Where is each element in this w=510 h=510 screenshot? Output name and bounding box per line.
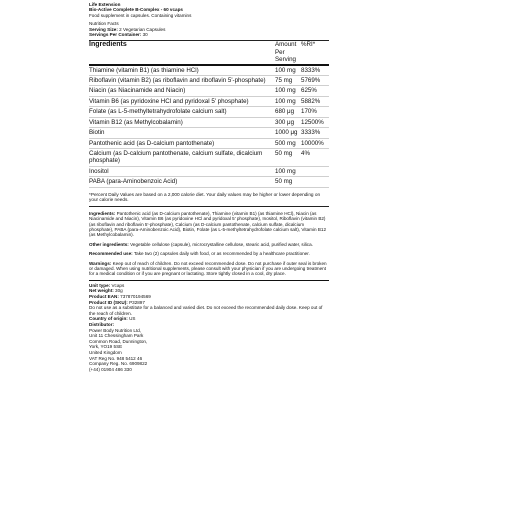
ingredient-name: Thiamine (vitamin B1) (as thiamine HCl) — [89, 65, 275, 76]
servings-label: Servings Per Container: — [89, 32, 142, 38]
disclaimer: Do not use as a substitute for a balanced and varied diet. Do not exceed the recommended daily dose. Keep out of the reach of children. — [89, 305, 323, 316]
warnings-label: Warnings: — [89, 260, 112, 266]
distributor-line: Power Body Nutrition Ltd, — [89, 327, 142, 333]
ingredient-ri: 4% — [301, 148, 329, 166]
supplement-label — [86, 0, 332, 510]
table-header-row — [89, 41, 329, 64]
table-row — [89, 128, 329, 138]
table-row — [89, 96, 329, 106]
ingredient-amount: 680 μg — [275, 107, 301, 117]
ingredient-name: Folate (as L-5-methyltetrahydrofolate calcium salt) — [89, 107, 275, 117]
unit-type-label: Unit type: — [89, 282, 111, 288]
ingredient-amount: 500 mg — [275, 138, 301, 148]
brand-name: Life Extension — [89, 2, 121, 7]
ingredient-name: Niacin (as Niacinamide and Niacin) — [89, 86, 275, 96]
footnote-divider — [89, 206, 329, 207]
ean-label: Product EAN: — [89, 293, 119, 299]
facts-title: Nutrition Facts — [89, 21, 119, 27]
ingredients-text: Pantothenic acid (as D-calcium pantothenate), Thiamine (vitamin B1) (as thiamine HCl), Niacin (as Niacinamide and Niacin), Vitamin B6 (as pyridoxine HCl and pyridoxal 5' phosphate), Inositol, Riboflavin (vitamin B2) (as riboflavin and riboflavin 5'-phosphate), Calcium (as D-calcium pantothenate, calcium sulfate, dicalcium phosphate), PABA (para-Aminobenzoic Acid), Biotin, Folate (as L-5-methyltetrahydrofolate calcium salt), Vitamin B12 (as Methylcobalamin). — [89, 210, 327, 238]
serving-size-value: 2 Vegetarian Capsules — [119, 26, 166, 32]
ingredients-section — [89, 211, 329, 238]
distributor-line: (+44) 01904 486 330 — [89, 366, 132, 372]
unit-type-value: Vcaps — [111, 282, 125, 288]
ingredient-ri: 10000% — [301, 138, 329, 148]
ingredient-ri: 5769% — [301, 76, 329, 86]
ingredient-amount: 100 mg — [275, 86, 301, 96]
ingredient-ri: 8333% — [301, 65, 329, 76]
ingredient-amount: 100 mg — [275, 65, 301, 76]
ingredient-ri — [301, 177, 329, 187]
serving-size-label: Serving Size: — [89, 26, 118, 32]
ingredient-amount: 100 mg — [275, 166, 301, 176]
daily-value-footnote: *Percent Daily Values are based on a 2,000 calorie diet. Your daily values may be higher or lower depending on your calorie needs. — [89, 191, 321, 203]
distributor-label: Distributor: — [89, 321, 115, 327]
distributor-line: United Kingdom — [89, 349, 122, 355]
other-ingredients-text: Vegetable cellulose (capsule), microcrystalline cellulose, stearic acid, purified water, silica. — [130, 241, 313, 247]
table-row — [89, 177, 329, 187]
ingredient-amount: 1000 μg — [275, 128, 301, 138]
ingredient-ri: 12500% — [301, 117, 329, 127]
ingredient-ri: 5882% — [301, 96, 329, 106]
ingredient-name: Vitamin B12 (as Methylcobalamin) — [89, 117, 275, 127]
table-row — [89, 166, 329, 176]
product-name: Bio-Active Complete B-Complex - 60 vcaps — [89, 7, 183, 13]
nutrition-table — [89, 41, 329, 187]
table-row — [89, 117, 329, 127]
table-row — [89, 138, 329, 148]
distributor-line: Common Road, Dunnington, — [89, 338, 148, 344]
origin-value: US — [129, 316, 136, 322]
details-divider — [89, 280, 329, 281]
col-ri: %RI* — [301, 41, 329, 64]
ingredients-label: Ingredients: — [89, 210, 116, 216]
net-weight-value: 30g — [115, 288, 123, 294]
col-ingredients: Ingredients — [89, 41, 275, 64]
table-row — [89, 107, 329, 117]
servings-value: 30 — [142, 32, 148, 38]
table-row — [89, 76, 329, 86]
col-amount: Amount Per Serving — [275, 41, 301, 64]
warnings-text: Keep out of reach of children. Do not exceed recommended dose. Do not purchase if outer seal is broken or damaged. When using nutritional supplements, please consult with your physician if you are undergoing treatment for a medical condition or if you are pregnant or lactating. Store tightly closed in a cool, dry place. — [89, 260, 327, 277]
sku-label: Product ID (SKU): — [89, 299, 128, 305]
ingredient-name: Biotin — [89, 128, 275, 138]
distributor-line: Company Reg. No. 6909822 — [89, 361, 148, 367]
origin-label: Country of origin: — [89, 316, 128, 322]
ingredient-amount: 50 mg — [275, 177, 301, 187]
ingredient-name: Calcium (as D-calcium pantothenate, calcium sulfate, dicalcium phosphate) — [89, 148, 275, 166]
ingredient-name: Inositol — [89, 166, 275, 176]
label-header — [89, 2, 329, 37]
table-row — [89, 86, 329, 96]
warnings-section — [89, 261, 329, 277]
ingredient-amount: 300 μg — [275, 117, 301, 127]
ingredient-name: Vitamin B6 (as pyridoxine HCl and pyridoxal 5' phosphate) — [89, 96, 275, 106]
table-row — [89, 148, 329, 166]
recommended-use-section — [89, 251, 329, 256]
ingredient-ri: 3333% — [301, 128, 329, 138]
ingredient-name: PABA (para-Aminobenzoic Acid) — [89, 177, 275, 187]
ingredient-amount: 50 mg — [275, 148, 301, 166]
recommended-use-text: Take two (2) capsules daily with food, or as recommended by a healthcare practitioner. — [133, 251, 310, 257]
ingredient-ri: 170% — [301, 107, 329, 117]
distributor-line: VAT Reg No. 948 5412 46 — [89, 355, 143, 361]
other-ingredients-section — [89, 242, 329, 247]
ingredient-amount: 75 mg — [275, 76, 301, 86]
table-row — [89, 65, 329, 76]
servings-per-container — [89, 32, 329, 37]
ingredient-name: Pantothenic acid (as D-calcium pantothenate) — [89, 138, 275, 148]
recommended-use-label: Recommended use: — [89, 251, 133, 257]
ingredient-ri: 625% — [301, 86, 329, 96]
product-details — [89, 283, 329, 373]
ingredient-name: Riboflavin (vitamin B2) (as riboflavin and riboflavin 5'-phosphate) — [89, 76, 275, 86]
other-ingredients-label: Other ingredients: — [89, 241, 129, 247]
distributor-line: Unit 11 Chessingham Park — [89, 333, 144, 339]
sku-value: P32897 — [129, 299, 145, 305]
ingredient-ri — [301, 166, 329, 176]
ean-value: 737870194569 — [120, 293, 151, 299]
distributor-line: York, YO19 5SE — [89, 344, 123, 350]
ingredient-amount: 100 mg — [275, 96, 301, 106]
product-subtitle: Food supplement in capsules. Containing vitamins — [89, 12, 192, 18]
net-weight-label: Net weight: — [89, 288, 114, 294]
